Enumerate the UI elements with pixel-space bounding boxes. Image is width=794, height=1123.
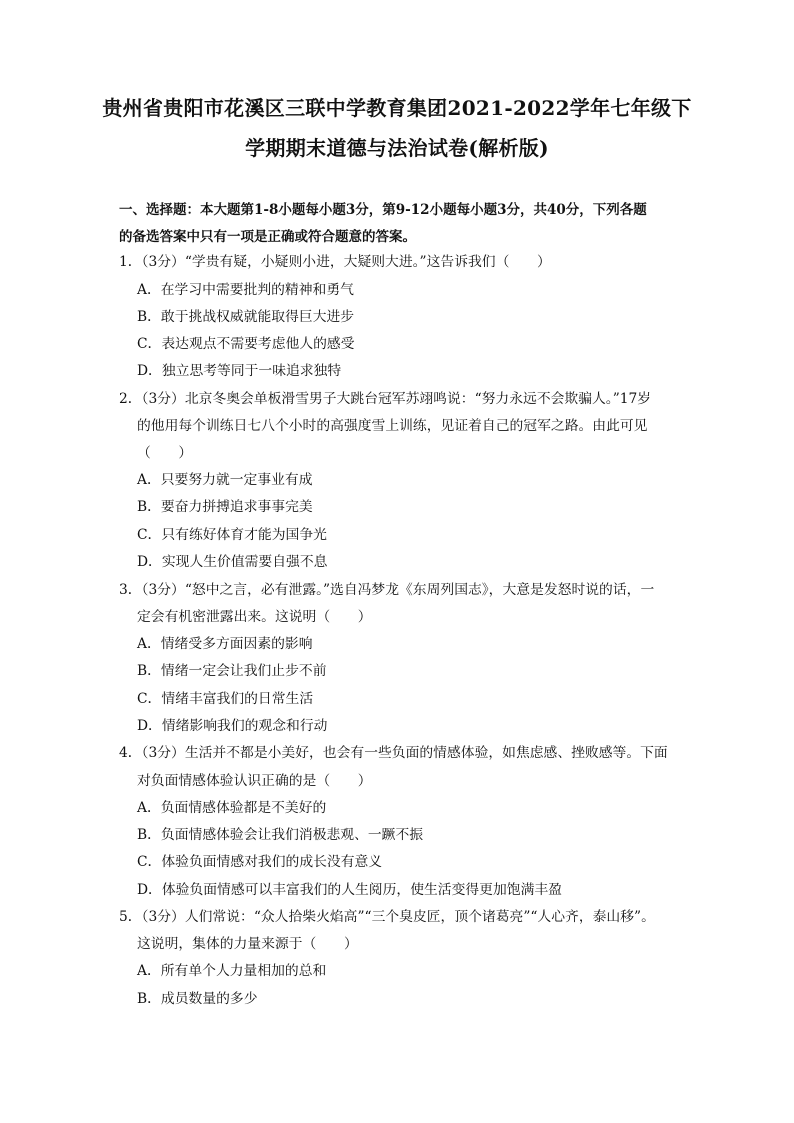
- question-3-stem: 3．（3分）“怒中之言，必有泄露。”选自冯梦龙《东周列国志》，大意是发怒时说的话，一: [119, 582, 655, 598]
- page-title-line-2: 学期期末道德与法治试卷(解析版): [245, 136, 549, 160]
- question-4-option-b: B．负面情感体验会让我们消极悲观、一蹶不振: [137, 827, 424, 843]
- question-4-stem: 4．（3分）生活并不都是小美好，也会有一些负面的情感体验，如焦虑感、挫败感等。下面: [119, 745, 668, 761]
- question-2-answer-blank: （ ）: [137, 445, 193, 461]
- question-2-stem: 2．（3分）北京冬奥会单板滑雪男子大跳台冠军苏翊鸣说：“努力永远不会欺骗人。”17岁: [119, 391, 652, 407]
- question-3-option-b: B．情绪一定会让我们止步不前: [137, 663, 327, 679]
- question-2-option-a: A．只要努力就一定事业有成: [137, 472, 313, 488]
- section-heading-line-2: 的备选答案中只有一项是正确或符合题意的答案。: [119, 229, 416, 245]
- question-5-option-a: A．所有单个人力量相加的总和: [137, 963, 327, 979]
- question-5-stem-continued: 这说明，集体的力量来源于（ ）: [137, 936, 358, 952]
- question-1-stem: 1．（3分）“学贵有疑，小疑则小进，大疑则大进。”这告诉我们（ ）: [119, 254, 551, 270]
- question-1-option-d: D．独立思考等同于一味追求独特: [137, 363, 342, 379]
- question-4-option-a: A．负面情感体验都是不美好的: [137, 800, 327, 816]
- question-3-option-d: D．情绪影响我们的观念和行动: [137, 718, 328, 734]
- question-2-stem-continued: 的他用每个训练日七八个小时的高强度雪上训练，见证着自己的冠军之路。由此可见: [137, 418, 648, 434]
- question-1-option-a: A．在学习中需要批判的精神和勇气: [137, 282, 354, 298]
- question-4-stem-continued: 对负面情感体验认识正确的是（ ）: [137, 773, 372, 789]
- question-5-stem: 5．（3分）人们常说：“众人拾柴火焰高”“三个臭皮匠，顶个诸葛亮”“人心齐，泰山移”。: [119, 909, 655, 925]
- section-heading-line-1: 一、选择题：本大题第1-8小题每小题3分，第9-12小题每小题3分，共40分，下列各题: [119, 202, 647, 218]
- question-3-option-a: A．情绪受多方面因素的影响: [137, 636, 313, 652]
- question-2-option-d: D．实现人生价值需要自强不息: [137, 554, 328, 570]
- question-4-option-d: D．体验负面情感可以丰富我们的人生阅历，使生活变得更加饱满丰盈: [137, 882, 562, 898]
- question-2-option-b: B．要奋力拼搏追求事事完美: [137, 499, 313, 515]
- question-5-option-b: B．成员数量的多少: [137, 991, 258, 1007]
- question-3-option-c: C．情绪丰富我们的日常生活: [137, 691, 314, 707]
- page-title-line-1: 贵州省贵阳市花溪区三联中学教育集团2021-2022学年七年级下: [102, 96, 692, 120]
- question-4-option-c: C．体验负面情感对我们的成长没有意义: [137, 854, 383, 870]
- question-1-option-b: B．敢于挑战权威就能取得巨大进步: [137, 309, 355, 325]
- question-3-stem-continued: 定会有机密泄露出来。这说明（ ）: [137, 609, 372, 625]
- question-1-option-c: C．表达观点不需要考虑他人的感受: [137, 336, 355, 352]
- question-2-option-c: C．只有练好体育才能为国争光: [137, 527, 327, 543]
